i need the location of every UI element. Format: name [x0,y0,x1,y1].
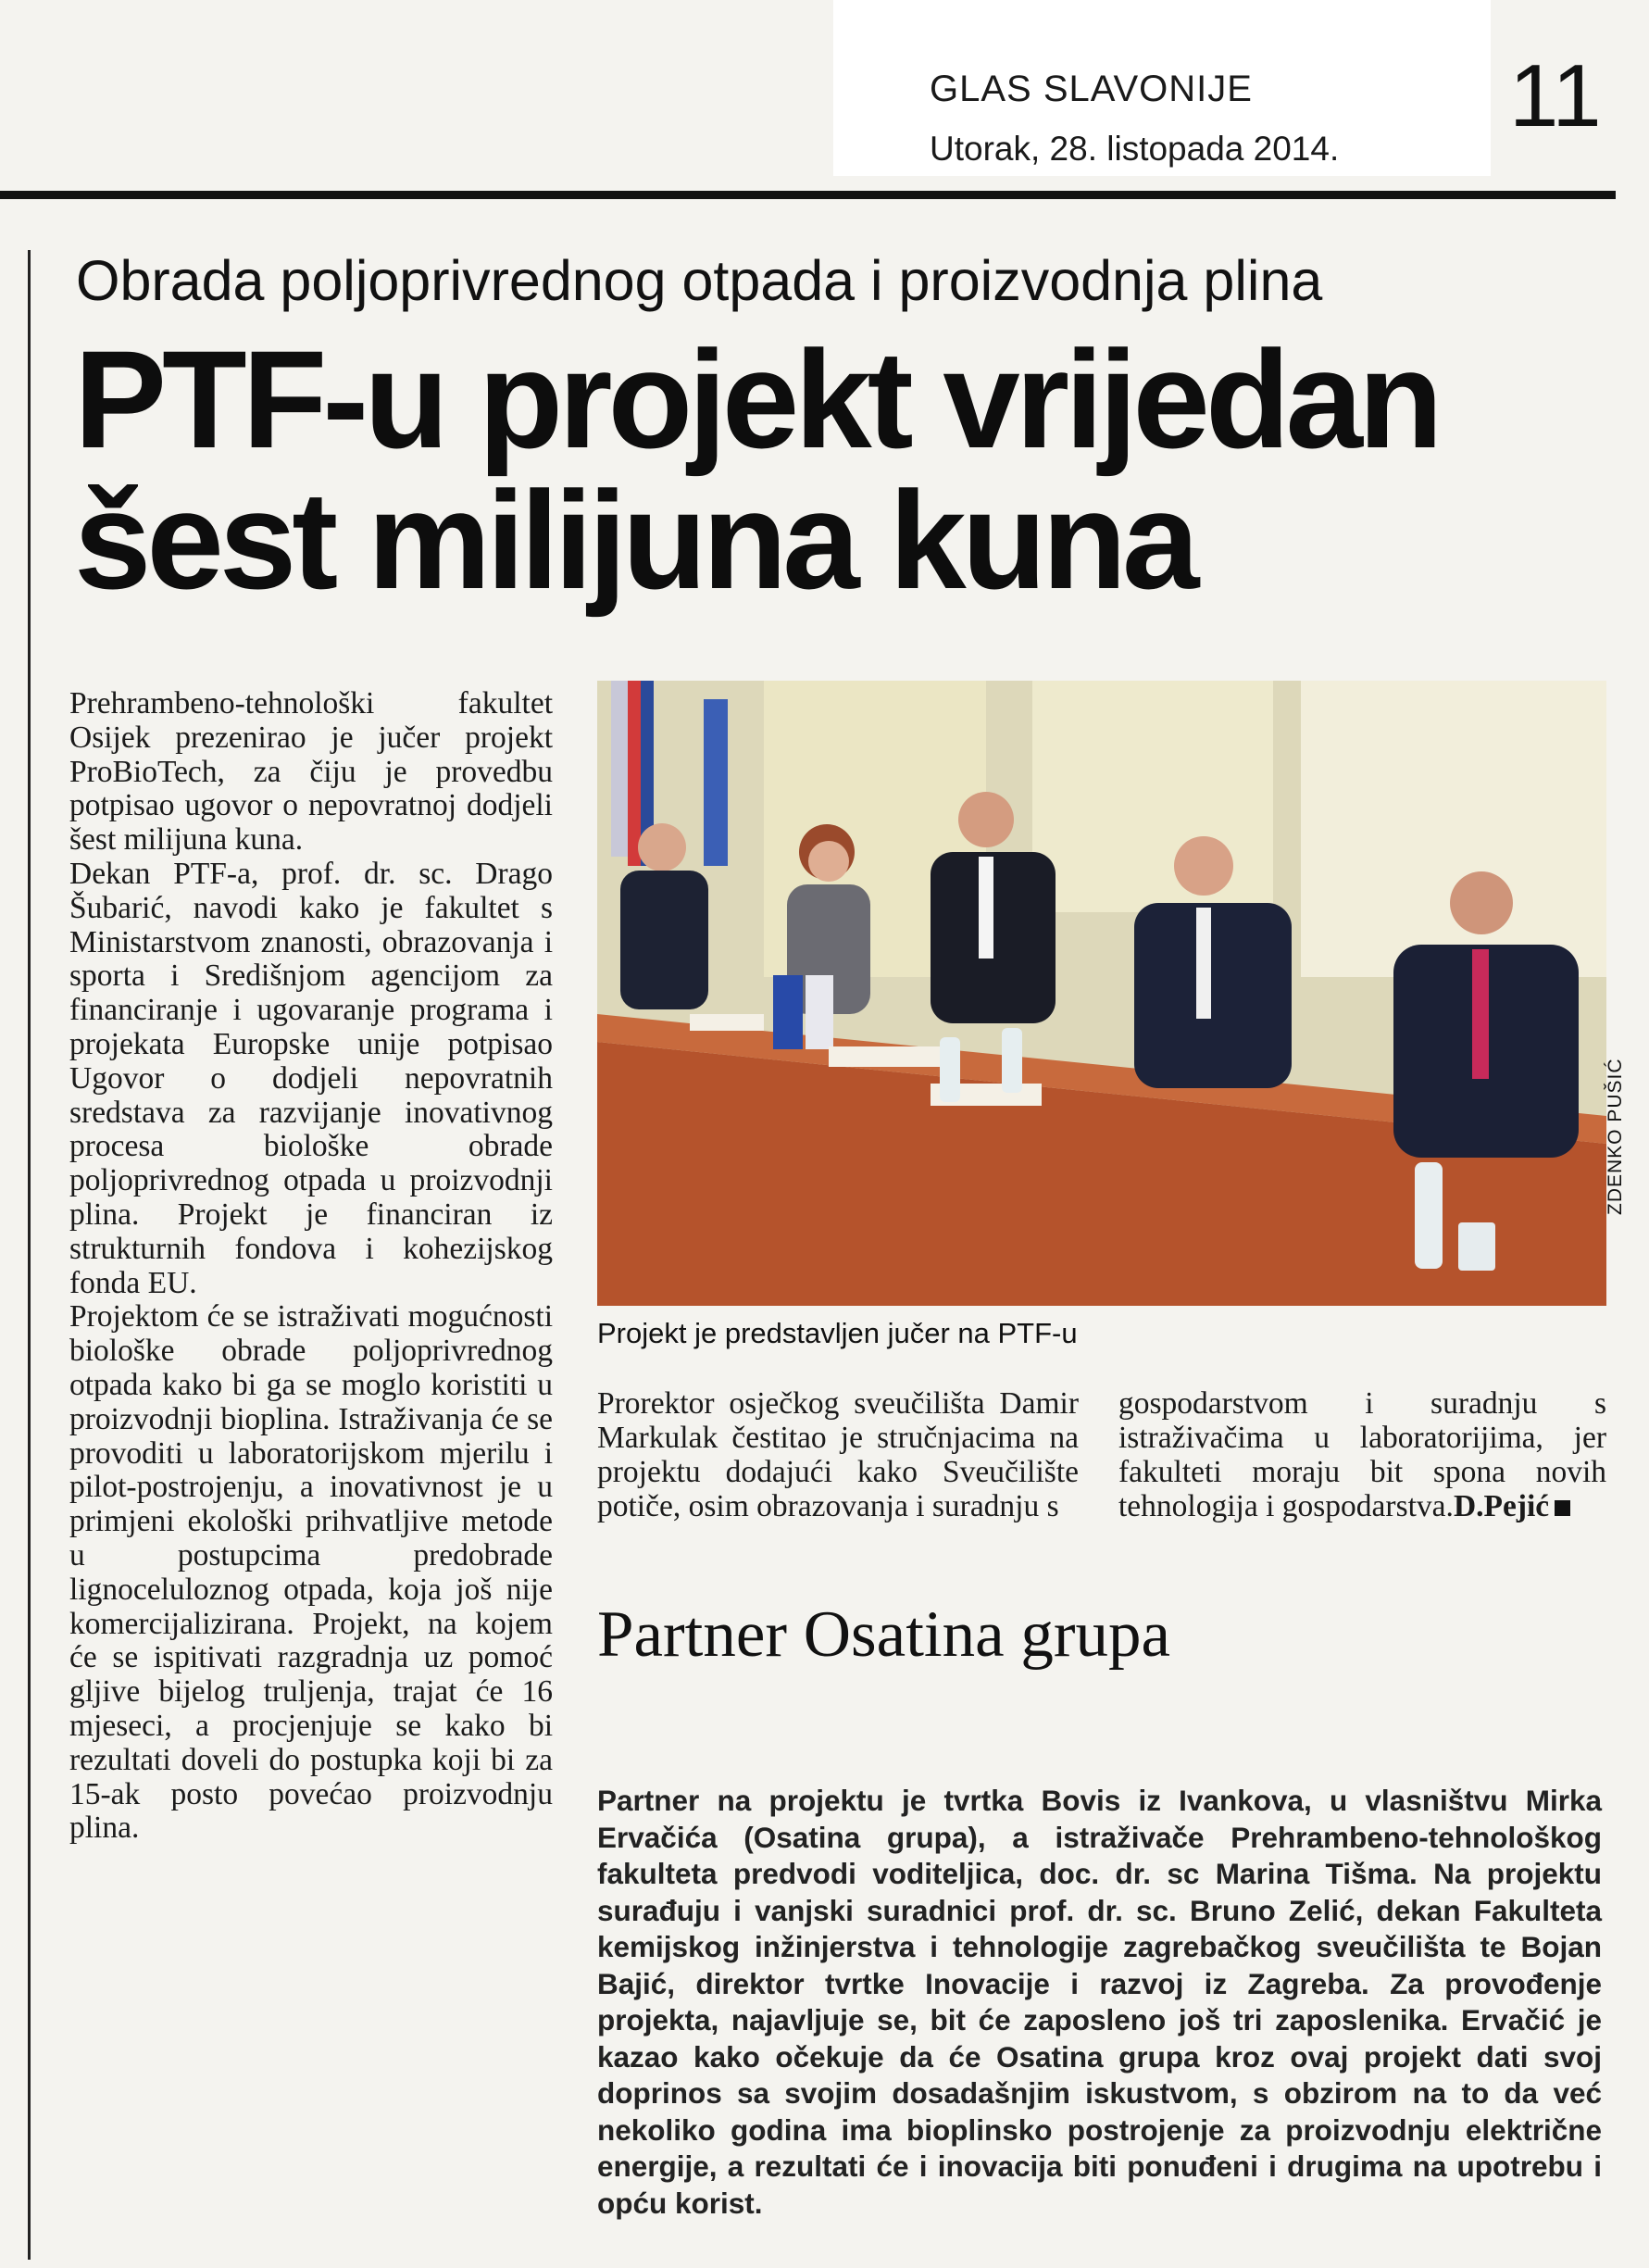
paragraph: Prorektor osječkog sveučilišta Damir Markulak čestitao je stručnjacima na projektu dodajući kako Sveučilište potiče, osim obrazovanja i suradnju s [597,1386,1079,1523]
paragraph: Dekan PTF-a, prof. dr. sc. Drago Šubarić, navodi kako je fakultet s Ministarstvom znanosti, obrazovanja i sporta i Središnjom agencijom za financiranje i ugovaranje programa i projekata Europske unije potpisao Ugovor o dodjeli nepovratnih sredstava za razvijanje inovativnog procesa biološke obrade poljoprivrednog otpada u proizvodnji plina. Projekt je financiran iz strukturnih fondova i kohezijskog fonda EU. [69,856,553,1300]
paragraph-text: gospodarstvom i suradnju s istraživačima u laboratorijima, jer fakulteti moraju bit spona novih tehnologija i gospodarstva. [1118,1386,1606,1523]
photo-credit: ZDENKO PUŠIĆ [1605,1058,1626,1215]
paragraph [1118,1386,1606,1523]
article-headline: PTF-u projekt vrijedan šest milijuna kuna [74,321,1439,618]
author-byline: D.Pejić [1453,1489,1550,1523]
photo-caption: Projekt je predstavljen jučer na PTF-u [597,1317,1078,1349]
article-kicker: Obrada poljoprivrednog otpada i proizvodnja plina [76,249,1323,312]
paragraph: Partner na projektu je tvrtka Bovis iz Ivankova, u vlasništvu Mirka Ervačića (Osatina grupa), a istraživače Prehrambeno-tehnološkog fakulteta predvodi voditeljica, doc. dr. sc Marina Tišma. Na projektu surađuju i vanjski suradnici prof. dr. sc. Bruno Zelić, dekan Fakulteta kemijskog inžinjerstva i tehnologije zagrebačkog sveučilišta te Bojan Bajić, direktor tvrtke Inovacije i razvoj iz Zagreba. Za provođenje projekta, najavljuje se, bit će zaposleno još tri zaposlenika. Ervačić je kazao kako očekuje da će Osatina grupa kroz ovaj projekt dati svoj doprinos sa svojim dosadašnjim iskustvom, s obzirom na to da već nekoliko godina ima bioplinsko postrojenje za proizvodnju električne energije, a rezultati će i inovacija biti ponuđeni i drugima na upotrebu i opću korist. [597,1784,1602,2220]
page-number: 11 [1509,46,1602,145]
box-text [597,1783,1602,2222]
press-conference-photo [597,681,1606,1306]
paragraph: Projektom će se istraživati mogućnosti biološke obrade poljoprivrednog otpada kako bi ga se moglo koristiti u proizvodnji bioplina. Istraživanja će se provoditi u laboratorijskom mjerilu i pilot-postrojenju, a inovativnost je u primjeni ekološki prihvatljive metode u postupcima predobrade lignoceluloznog otpada, koja još nije komercijalizirana. Projekt, na kojem će se ispitivati razgradnja uz pomoć gljive bijelog truljenja, trajat će 16 mjeseci, a procjenjuje se kako bi rezultati doveli do postupka koji bi za 15-ak posto povećao proizvodnju plina. [69,1299,553,1846]
newspaper-name: GLAS SLAVONIJE [930,69,1253,109]
column-rule [28,250,31,2260]
issue-date: Utorak, 28. listopada 2014. [930,130,1340,168]
paragraph: Prehrambeno-tehnološki fakultet Osijek prezenirao je jučer projekt ProBioTech, za čiju je provedbu potpisao ugovor o nepovratnoj dodjeli šest milijuna kuna. [69,686,553,858]
masthead-rule [0,191,1616,199]
end-mark-icon [1555,1500,1570,1516]
middle-text-column [597,1386,1079,1523]
right-text-column [1118,1386,1606,1523]
article-photo [597,681,1606,1306]
left-text-column [69,687,553,1846]
box-title: Partner Osatina grupa [597,1598,1171,1671]
